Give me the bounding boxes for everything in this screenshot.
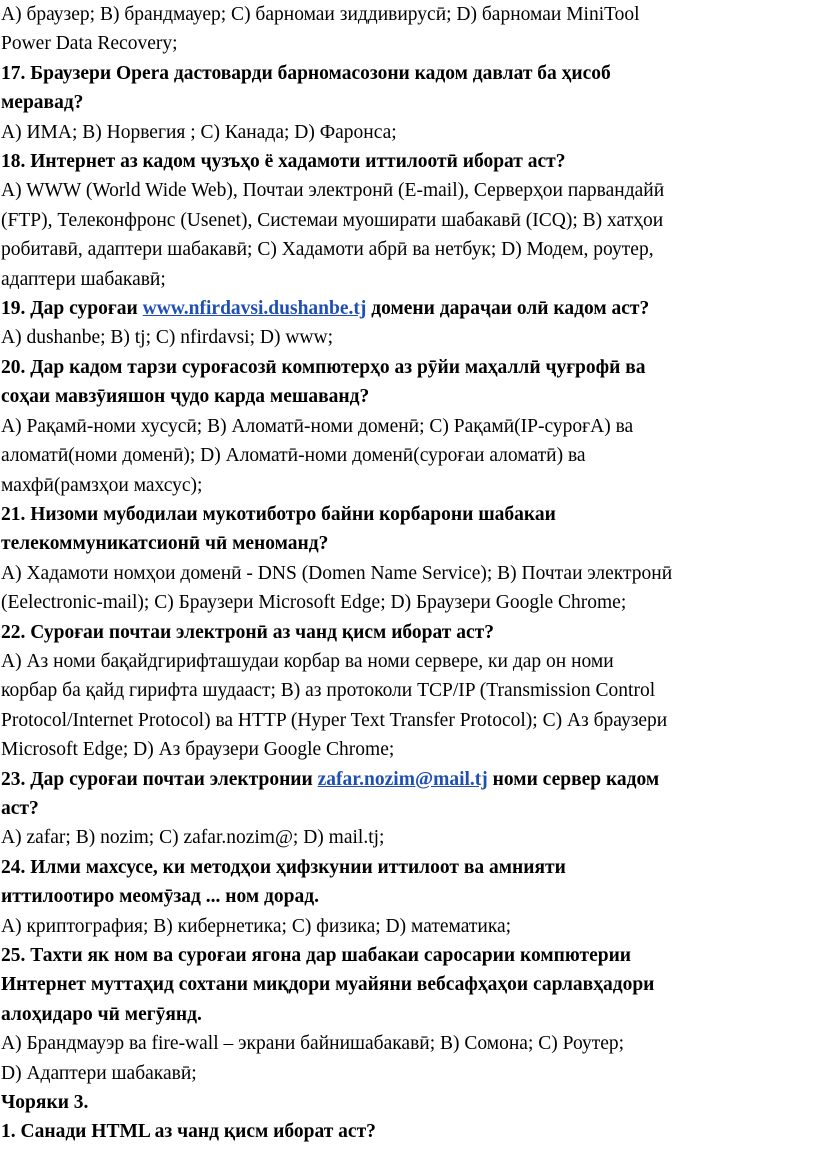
line-text: робитавӣ, адаптери шабакавӣ; C) Хадамоти абрӣ ва нетбук; D) Модем, роутер, [1, 239, 654, 261]
line-text: A) dushanbe; B) tj; C) nfirdavsi; D) www; [1, 327, 333, 349]
line-text: аломатӣ(номи доменӣ); D) Аломатӣ-номи доменӣ(суроғаи аломатӣ) ва [1, 445, 586, 467]
answer-line [1, 588, 813, 617]
line-text: Microsoft Edge; D) Аз браузери Google Chrome; [1, 739, 395, 761]
hyperlink[interactable]: www.nfirdavsi.dushanbe.tj [142, 298, 367, 320]
answer-line [1, 176, 813, 205]
answer-line [1, 412, 813, 441]
question-line [1, 500, 813, 529]
line-text: соҳаи мавзӯияшон ҷудо карда мешаванд? [1, 386, 370, 408]
hyperlink[interactable]: zafar.nozim@mail.tj [317, 768, 488, 790]
line-text: алоҳидаро чӣ мегӯянд. [1, 1003, 202, 1025]
line-text: 18. Интернет аз кадом ҷузъҳо ё хадамоти иттилоотӣ иборат аст? [1, 151, 566, 173]
answer-line [1, 676, 813, 705]
question-line [1, 1000, 813, 1029]
answer-line [1, 471, 813, 500]
answer-line [1, 235, 813, 264]
line-text: 17. Браузери Opera дастоварди барномасозони кадом давлат ба ҳисоб [1, 62, 611, 84]
question-line [1, 765, 813, 794]
line-text: A) ИМА; B) Норвегия ; C) Канада; D) Фаронса; [1, 121, 397, 143]
answer-line [1, 1059, 813, 1088]
line-text: адаптери шабакавӣ; [1, 268, 166, 290]
question-line [1, 970, 813, 999]
answer-line [1, 118, 813, 147]
line-text: домени дараҷаи олӣ кадом аст? [366, 298, 650, 320]
line-text: 22. Суроғаи почтаи электронӣ аз чанд қисм иборат аст? [1, 621, 494, 643]
answer-line [1, 265, 813, 294]
question-line [1, 1117, 813, 1146]
answer-line [1, 823, 813, 852]
line-text: номи сервер кадом [487, 768, 660, 790]
line-text: меравад? [1, 92, 84, 114]
line-text: корбар ба қайд гирифта шудааст; B) аз протоколи TCP/IP (Transmission Control [1, 680, 656, 702]
answer-line [1, 0, 813, 29]
line-text: D) Адаптери шабакавӣ; [1, 1062, 197, 1084]
question-line [1, 353, 813, 382]
line-text: A) zafar; B) nozim; C) zafar.nozim@; D) mail.tj; [1, 827, 385, 849]
line-text: 20. Дар кадом тарзи суроғасозӣ компютерҳо аз рӯйи маҳаллӣ ҷуғрофӣ ва [1, 356, 646, 378]
line-text: Интернет муттаҳид сохтани миқдори муайяни вебсафҳаҳои сарлавҳадори [1, 974, 655, 996]
answer-line [1, 29, 813, 58]
question-line [1, 59, 813, 88]
line-text: (FTP), Телеконфронс (Usenet), Системаи муоширати шабакавӣ (ICQ); B) хатҳои [1, 209, 664, 231]
answer-line [1, 735, 813, 764]
line-text: A) Рақамӣ-номи хусусӣ; B) Аломатӣ-номи доменӣ; C) Рақамӣ(IP-суроғА) ва [1, 415, 634, 437]
line-text: Чоряки 3. [1, 1092, 89, 1114]
line-text: телекоммуникатсионӣ чӣ меноманд? [1, 533, 329, 555]
question-line [1, 794, 813, 823]
question-line [1, 147, 813, 176]
answer-line [1, 647, 813, 676]
line-text: A) браузер; B) брандмауер; C) барномаи зиддивирусӣ; D) барномаи MiniTool [1, 4, 640, 25]
answer-line [1, 1029, 813, 1058]
answer-line [1, 441, 813, 470]
line-text: махфӣ(рамзҳои махсус); [1, 474, 203, 496]
question-line [1, 941, 813, 970]
line-text: A) Брандмауэр ва fire-wall – экрани байнишабакавӣ; B) Сомона; C) Роутер; [1, 1033, 625, 1055]
line-text: 23. Дар суроғаи почтаи электронии [1, 768, 318, 790]
question-line [1, 618, 813, 647]
line-text: A) Хадамоти номҳои доменӣ - DNS (Domen Name Service); B) Почтаи электронӣ [1, 562, 673, 584]
line-text: Protocol/Internet Protocol) ва HTTP (Hyper Text Transfer Protocol); C) Аз браузери [1, 709, 668, 731]
line-text: (Eelectronic-mail); C) Браузери Microsoft Edge; D) Браузери Google Chrome; [1, 592, 627, 614]
question-line [1, 1088, 813, 1117]
line-text: 19. Дар суроғаи [1, 298, 143, 320]
line-text: иттилоотиро меомӯзад ... ном дорад. [1, 886, 319, 908]
line-text: A) WWW (World Wide Web), Почтаи электронӣ (E-mail), Серверҳои парвандайӣ [1, 180, 665, 202]
question-line [1, 882, 813, 911]
question-line [1, 294, 813, 323]
answer-line [1, 912, 813, 941]
question-line [1, 529, 813, 558]
line-text: аст? [1, 797, 39, 819]
answer-line [1, 706, 813, 735]
line-text: 25. Тахти як ном ва суроғаи ягона дар шабакаи саросарии компютерии [1, 945, 632, 966]
line-text: 24. Илми махсусе, ки методҳои ҳифзкунии иттилоот ва амнияти [1, 856, 566, 878]
line-text: 21. Низоми мубодилаи мукотиботро байни корбарони шабакаи [1, 503, 556, 525]
question-line [1, 88, 813, 117]
answer-line [1, 323, 813, 352]
line-text: A) криптография; B) кибернетика; C) физика; D) математика; [1, 915, 512, 937]
question-line [1, 853, 813, 882]
line-text: Power Data Recovery; [1, 33, 178, 55]
line-text: A) Аз номи бақайдгирифташудаи корбар ва номи сервере, ки дар он номи [1, 650, 614, 672]
question-line [1, 382, 813, 411]
line-text: 1. Санади HTML аз чанд қисм иборат аст? [1, 1121, 376, 1143]
answer-line [1, 206, 813, 235]
answer-line [1, 559, 813, 588]
